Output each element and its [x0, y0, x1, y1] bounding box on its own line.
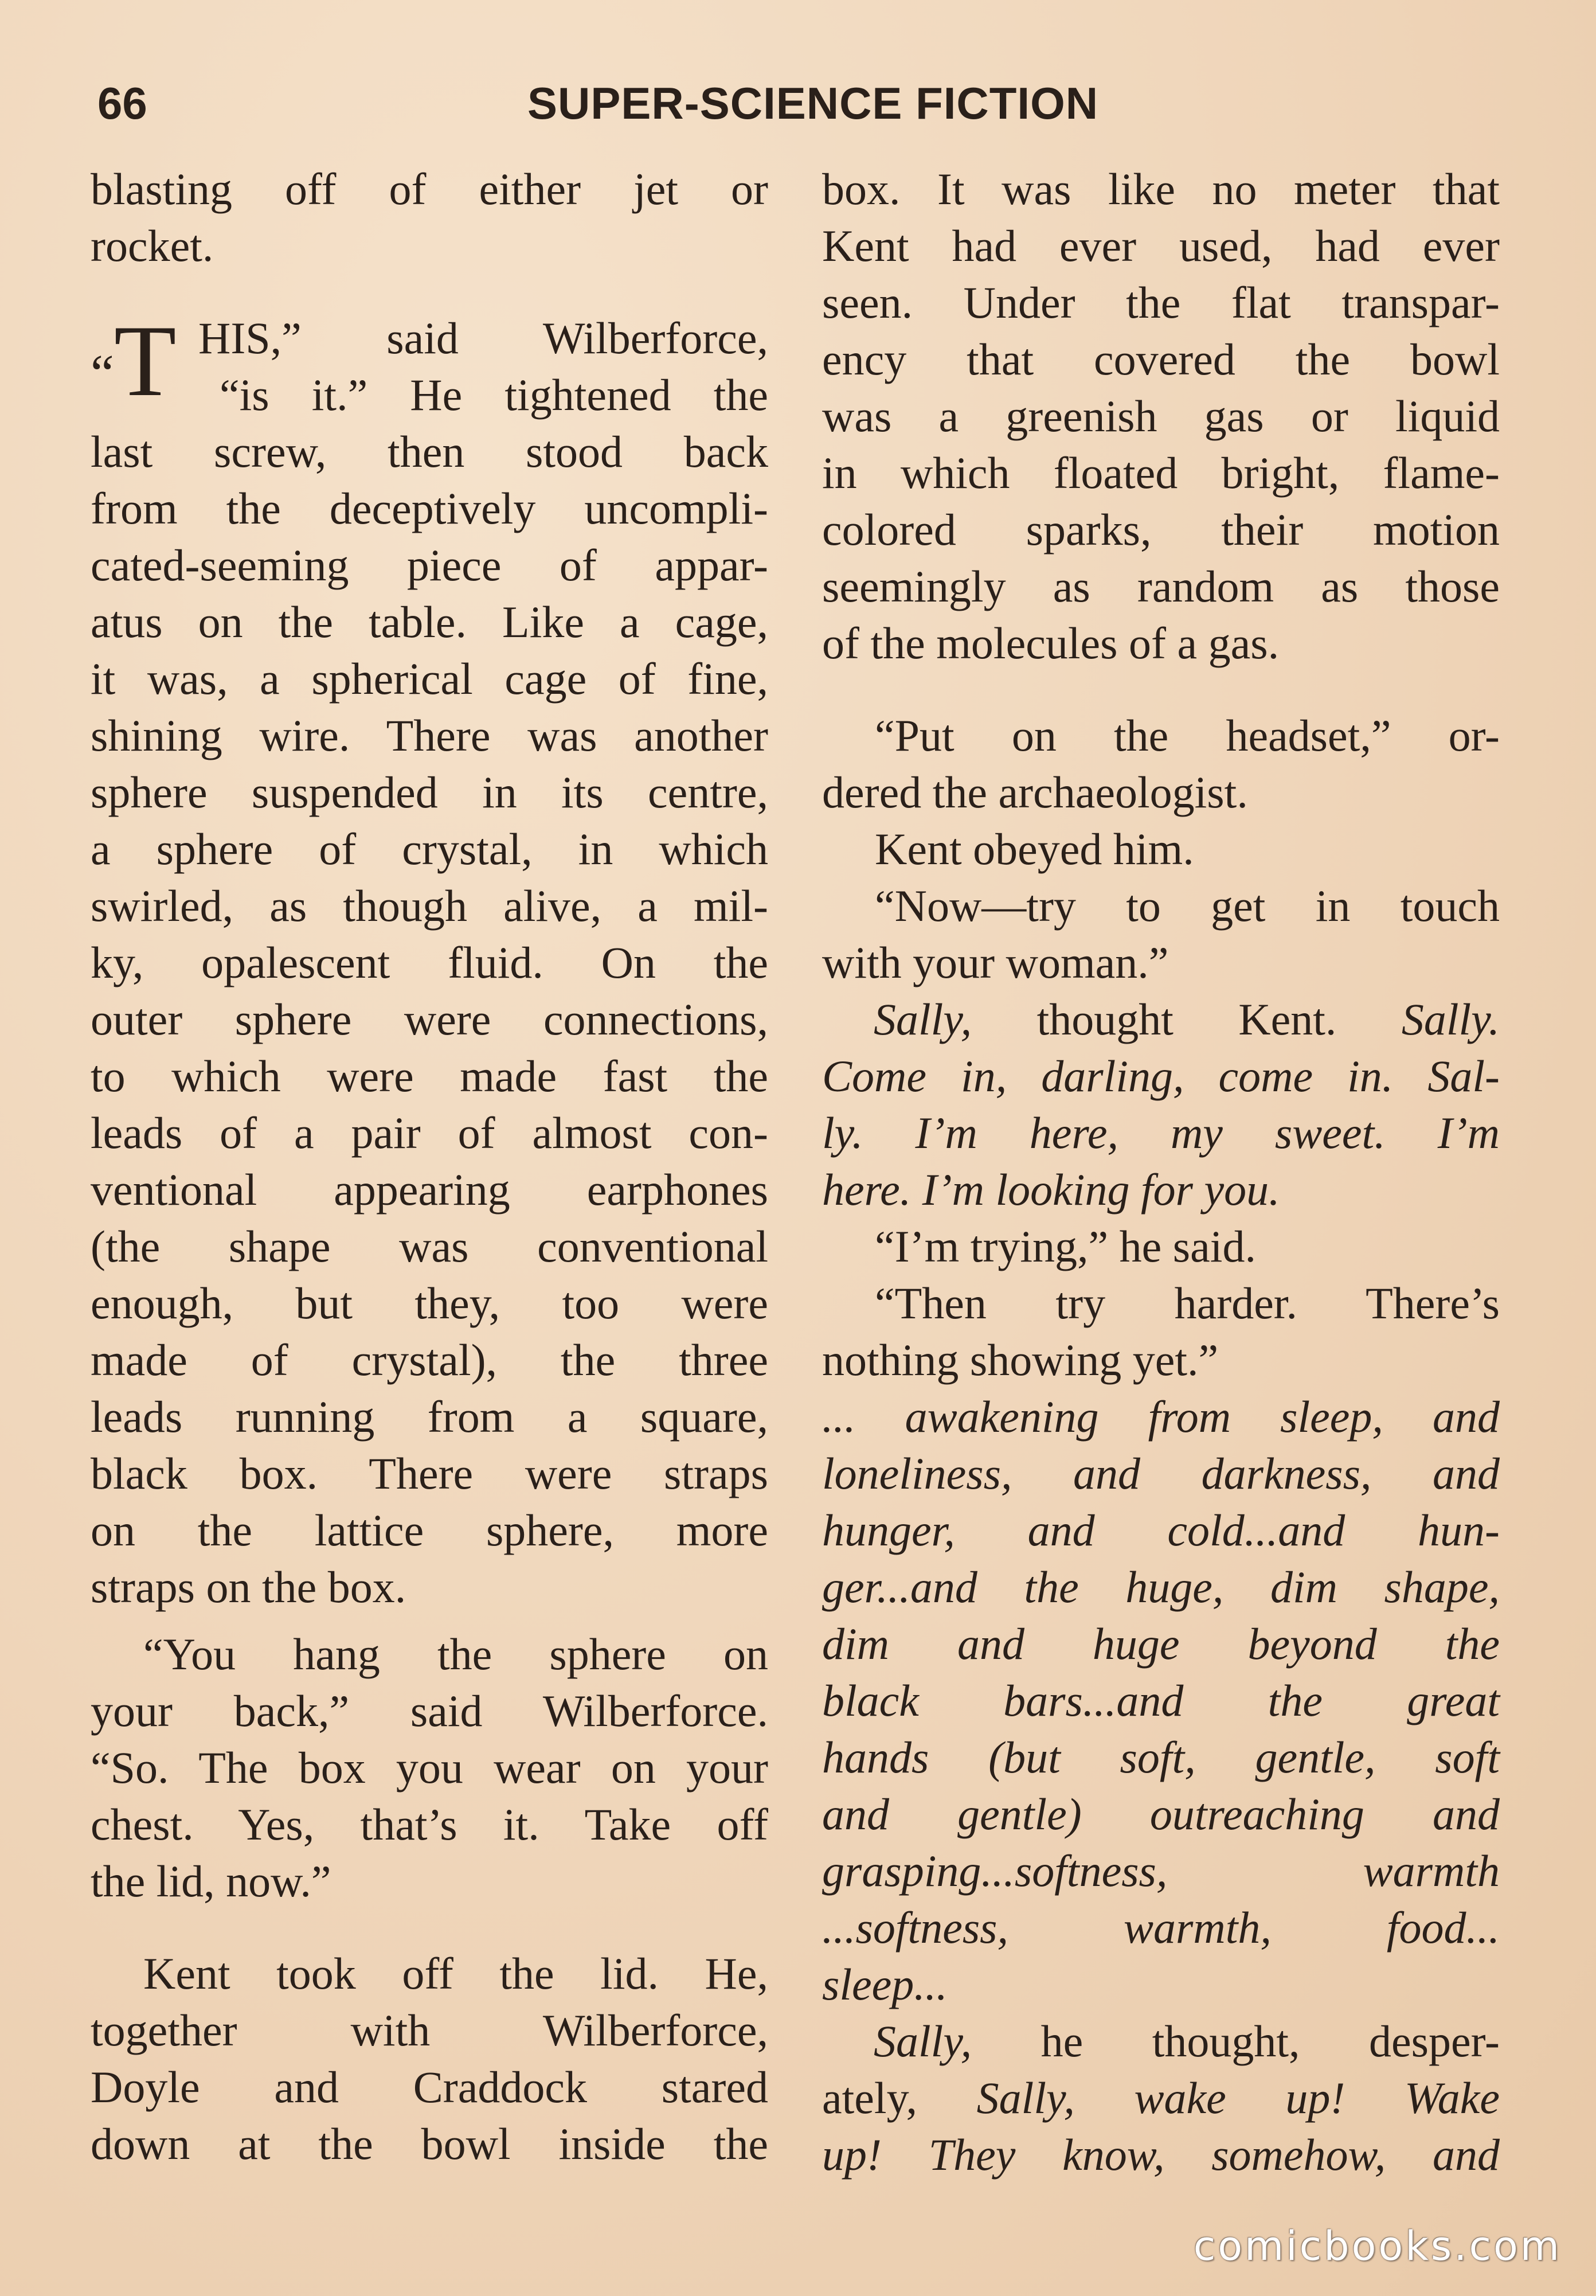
text-line: ... awakening from sleep, and — [822, 1392, 1500, 1442]
text-line: box. It was like no meter that — [822, 164, 1500, 214]
text-line: on the lattice sphere, more — [91, 1505, 768, 1555]
text-line: leads running from a square, — [91, 1392, 768, 1442]
text-line: (the shape was conventional — [91, 1221, 768, 1271]
text-line: Come in, darling, come in. Sal- — [822, 1051, 1500, 1101]
page-header — [0, 77, 1596, 140]
text-line: outer sphere were connections, — [91, 994, 768, 1044]
text-line: atus on the table. Like a cage, — [91, 597, 768, 647]
text-line: up! They know, somehow, and — [822, 2130, 1500, 2180]
text-line: nothing showing yet.” — [822, 1335, 1219, 1385]
text-line: “Put on the headset,” or- — [875, 710, 1500, 760]
text-line: leads of a pair of almost con- — [91, 1108, 768, 1158]
dropcap-paragraph — [91, 304, 768, 423]
text-line: was a greenish gas or liquid — [822, 391, 1500, 441]
text-line: swirled, as though alive, a mil- — [91, 881, 768, 931]
text-line: made of crystal), the three — [91, 1335, 768, 1385]
text-line: hands (but soft, gentle, soft — [822, 1732, 1500, 1782]
text-line: to which were made fast the — [91, 1051, 768, 1101]
text-line: it was, a spherical cage of fine, — [91, 654, 768, 704]
page-number: 66 — [97, 78, 147, 128]
text-line: hunger, and cold...and hun- — [822, 1505, 1500, 1555]
text-line: together with Wilberforce, — [91, 2005, 768, 2055]
text-line: cated-seeming piece of appar- — [91, 540, 768, 590]
text-line: shining wire. There was another — [91, 710, 768, 760]
text-line: down at the bowl inside the — [91, 2119, 768, 2169]
drop-cap: “T — [91, 304, 177, 417]
text-line: a sphere of crystal, in which — [91, 824, 768, 874]
text-line: HIS,” said Wilberforce, — [198, 313, 768, 363]
text-line: ger...and the huge, dim shape, — [822, 1562, 1500, 1612]
text-line: black bars...and the great — [822, 1676, 1500, 1725]
text-line: and gentle) outreaching and — [822, 1789, 1500, 1839]
text-line: ately, Sally, wake up! Wake — [822, 2073, 1500, 2123]
text-line: “is it.” He tightened the — [220, 370, 768, 420]
text-line: “Then try harder. There’s — [875, 1278, 1500, 1328]
left-column — [91, 161, 768, 2172]
text-line: straps on the box. — [91, 1562, 406, 1612]
text-line: sleep... — [822, 1959, 948, 2009]
text-line: of the molecules of a gas. — [822, 618, 1280, 668]
text-line: ly. I’m here, my sweet. I’m — [822, 1108, 1500, 1158]
text-line: seen. Under the flat transpar- — [822, 278, 1500, 327]
text-line: Sally, he thought, desper- — [874, 2016, 1500, 2066]
text-line: black box. There were straps — [91, 1448, 768, 1498]
text-line: the lid, now.” — [91, 1856, 331, 1906]
text-line: Kent took off the lid. He, — [143, 1949, 768, 1998]
text-line: colored sparks, their motion — [822, 505, 1500, 555]
text-line: “So. The box you wear on your — [91, 1743, 768, 1793]
text-line: Sally, thought Kent. Sally. — [874, 994, 1500, 1044]
text-line: loneliness, and darkness, and — [822, 1448, 1500, 1498]
text-line: enough, but they, too were — [91, 1278, 768, 1328]
text-line: “Now—try to get in touch — [875, 881, 1500, 931]
text-line: your back,” said Wilberforce. — [91, 1686, 768, 1736]
text-line: “I’m trying,” he said. — [875, 1221, 1256, 1271]
text-line: ky, opalescent fluid. On the — [91, 938, 768, 987]
text-line: chest. Yes, that’s it. Take off — [91, 1799, 768, 1849]
watermark: comicbooks.com — [1193, 2223, 1562, 2270]
text-line: dim and huge beyond the — [822, 1619, 1500, 1669]
text-line: last screw, then stood back — [91, 427, 768, 477]
text-line: dered the archaeologist. — [822, 767, 1248, 817]
text-line: ency that covered the bowl — [822, 334, 1500, 384]
text-line: rocket. — [91, 221, 214, 271]
running-title: SUPER-SCIENCE FICTION — [527, 78, 1099, 128]
text-line: ventional appearing earphones — [91, 1165, 768, 1215]
text-line: Doyle and Craddock stared — [91, 2062, 768, 2112]
text-line: in which floated bright, flame- — [822, 448, 1500, 498]
text-line: from the deceptively uncompli- — [91, 483, 768, 533]
text-line: here. I’m looking for you. — [822, 1165, 1280, 1215]
text-line: sphere suspended in its centre, — [91, 767, 768, 817]
text-line: ...softness, warmth, food... — [822, 1903, 1500, 1953]
text-line: Kent had ever used, had ever — [822, 221, 1500, 271]
text-line: seemingly as random as those — [822, 561, 1500, 611]
text-line: “You hang the sphere on — [143, 1629, 768, 1679]
text-line: grasping...softness, warmth — [822, 1846, 1500, 1896]
right-column — [822, 161, 1500, 2183]
text-line: with your woman.” — [822, 938, 1169, 987]
text-line: Kent obeyed him. — [875, 824, 1194, 874]
text-line: blasting off of either jet or — [91, 164, 768, 214]
